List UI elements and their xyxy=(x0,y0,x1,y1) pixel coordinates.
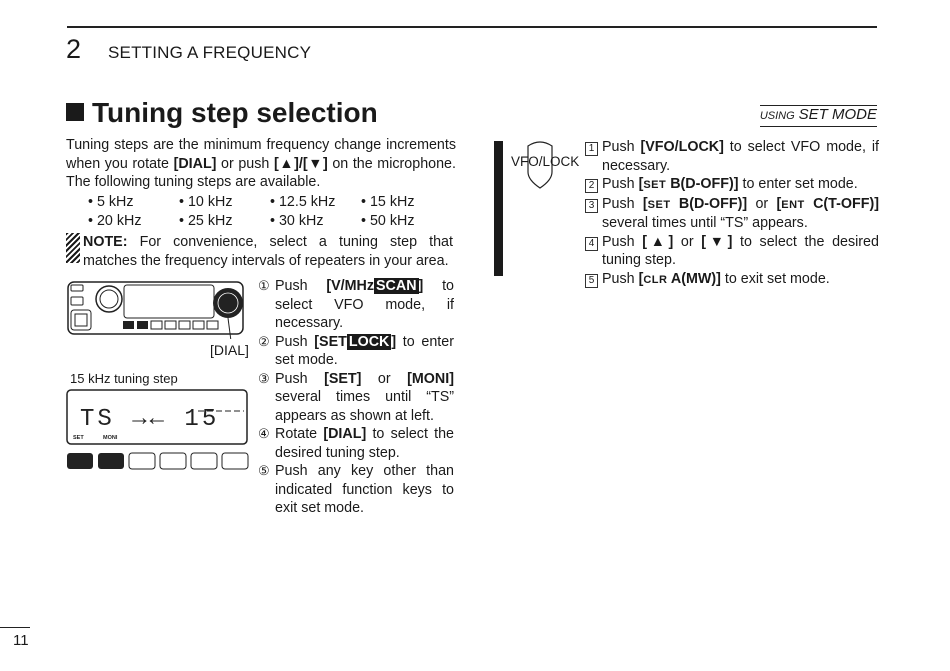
list-item: ① Push [V/MHz SCAN ] to select VFO mode, if necessary. xyxy=(258,278,454,331)
lcd-caption: 15 kHz tuning step xyxy=(70,371,178,386)
lcd-moni-indicator: MONI xyxy=(103,435,118,441)
lcd-display-illustration xyxy=(66,389,248,445)
list-item: 3 Push [SET B(D-OFF)] or [ENT C(T-OFF)] several times until “TS” appears. xyxy=(585,195,879,233)
tuning-step-list xyxy=(66,193,456,230)
radio-front-panel-illustration xyxy=(67,279,247,339)
note-icon xyxy=(66,233,80,263)
function-keys-illustration xyxy=(66,451,250,471)
chapter-number: 2 xyxy=(66,34,82,64)
list-item: 2 Push [SET B(D-OFF)] to enter set mode. xyxy=(585,175,879,195)
square-bullet-icon xyxy=(66,103,84,121)
tuning-step-row: • 5 kHz • 10 kHz • 12.5 kHz • 15 kHz xyxy=(88,194,415,210)
section-side-bar xyxy=(494,141,503,276)
using-set-mode-badge: USING SET MODE xyxy=(760,105,877,127)
list-item: ⑤ Push any key other than indicated function keys to exit set mode. xyxy=(258,463,454,516)
tuning-step-row: • 20 kHz • 25 kHz • 30 kHz • 50 kHz xyxy=(88,212,415,229)
right-instructions xyxy=(585,138,879,289)
list-item: ③ Push [SET] or [MONI] several times until “TS” appears as shown at left. xyxy=(258,370,454,424)
lcd-readout: TS →← 15 xyxy=(80,406,220,433)
intro-paragraph: Tuning steps are the minimum frequency change increments when you rotate [DIAL] or push [▲]/[▼] on the microphone. The following tuning steps are available. xyxy=(66,137,456,190)
note-block: NOTE: For convenience, select a tuning step that matches the frequency intervals of repeaters in your area. xyxy=(66,233,456,270)
header-rule xyxy=(67,26,877,28)
list-item: 5 Push [CLR A(MW)] to exit set mode. xyxy=(585,270,879,290)
list-item: 4 Push [▲] or [▼] to select the desired tuning step. xyxy=(585,233,879,270)
chapter-title: SETTING A FREQUENCY xyxy=(108,43,312,62)
list-item: ④ Rotate [DIAL] to select the desired tuning step. xyxy=(258,426,454,461)
section-title: Tuning step selection xyxy=(66,97,378,129)
page-number-rule xyxy=(0,627,30,628)
lcd-set-indicator: SET xyxy=(73,435,84,441)
left-instructions xyxy=(258,277,454,518)
list-item: 1 Push [VFO/LOCK] to select VFO mode, if necessary. xyxy=(585,138,879,175)
page-number: 11 xyxy=(13,632,29,649)
mic-key-label: VFO/LOCK xyxy=(511,154,580,169)
list-item: ② Push [SET LOCK ] to enter set mode. xyxy=(258,333,454,368)
dial-callout-label: [DIAL] xyxy=(210,342,249,358)
